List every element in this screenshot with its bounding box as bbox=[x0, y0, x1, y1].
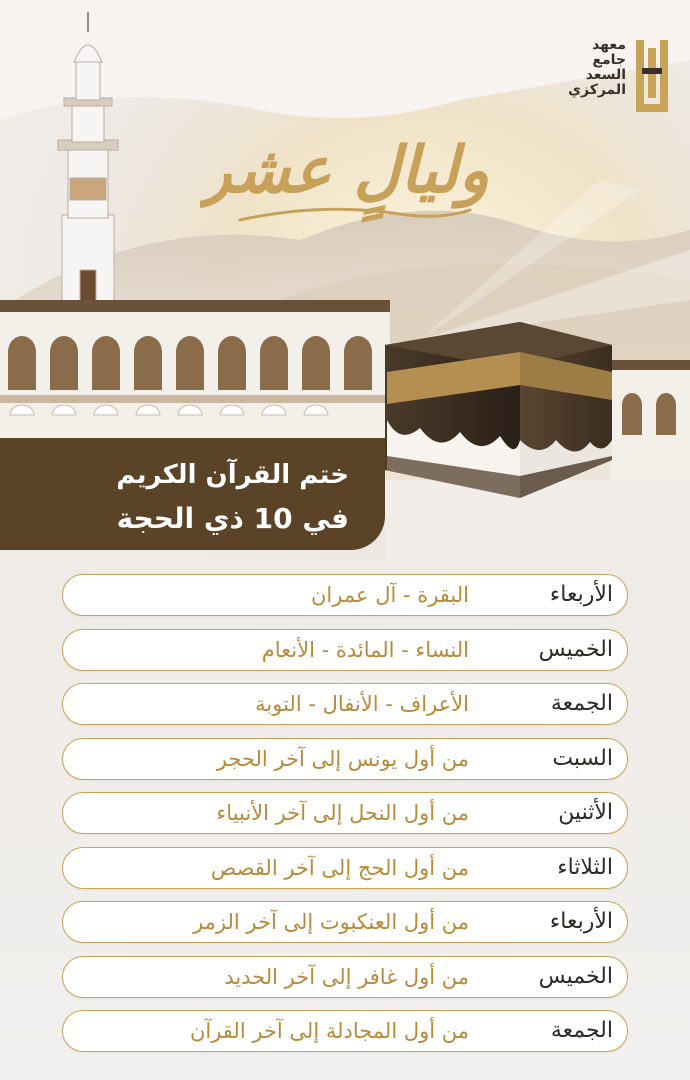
schedule-row bbox=[62, 574, 628, 616]
day-label: الأربعاء bbox=[549, 582, 613, 607]
surah-range: من أول المجادلة إلى آخر القرآن bbox=[189, 1019, 469, 1043]
logo-line: السعد bbox=[585, 67, 626, 83]
surah-range: من أول الحج إلى آخر القصص bbox=[210, 855, 469, 880]
surah-range: من أول يونس إلى آخر الحجر bbox=[216, 746, 469, 771]
schedule-row bbox=[62, 901, 628, 943]
day-label: الخميس bbox=[538, 636, 613, 662]
reading-schedule bbox=[62, 574, 628, 1065]
khatm-banner bbox=[0, 438, 385, 550]
schedule-row bbox=[62, 956, 628, 998]
calligraphy-title bbox=[200, 92, 490, 242]
day-label: الأثنين bbox=[558, 800, 613, 825]
title-text: وليالٍ عشر bbox=[200, 133, 490, 208]
schedule-row bbox=[62, 629, 628, 671]
day-label: الأربعاء bbox=[549, 909, 613, 934]
kaaba bbox=[385, 322, 612, 498]
logo-mark-icon bbox=[632, 38, 670, 114]
day-label: السبت bbox=[552, 745, 613, 771]
day-label: الجمعة bbox=[550, 691, 613, 716]
surah-range: البقرة - آل عمران bbox=[311, 583, 469, 607]
logo-line: جامع bbox=[592, 52, 626, 68]
day-label: الخميس bbox=[538, 963, 613, 989]
logo-line: معهد bbox=[592, 37, 626, 53]
surah-range: من أول العنكبوت إلى آخر الزمر bbox=[193, 910, 469, 934]
schedule-row bbox=[62, 1010, 628, 1052]
surah-range: من أول النحل إلى آخر الأنبياء bbox=[216, 801, 469, 825]
banner-subtitle: في 10 ذي الحجة bbox=[116, 502, 349, 535]
surah-range: الأعراف - الأنفال - التوبة bbox=[255, 692, 469, 716]
institute-logo bbox=[570, 38, 670, 116]
schedule-row bbox=[62, 792, 628, 834]
day-label: الجمعة bbox=[550, 1018, 613, 1043]
banner-title: ختم القرآن الكريم bbox=[116, 460, 349, 490]
logo-line: المركزي bbox=[568, 82, 626, 98]
schedule-row bbox=[62, 683, 628, 725]
surah-range: النساء - المائدة - الأنعام bbox=[261, 637, 469, 662]
schedule-row bbox=[62, 847, 628, 889]
schedule-row bbox=[62, 738, 628, 780]
logo-text bbox=[568, 38, 626, 98]
day-label: الثلاثاء bbox=[557, 854, 613, 880]
surah-range: من أول غافر إلى آخر الحديد bbox=[224, 964, 469, 989]
